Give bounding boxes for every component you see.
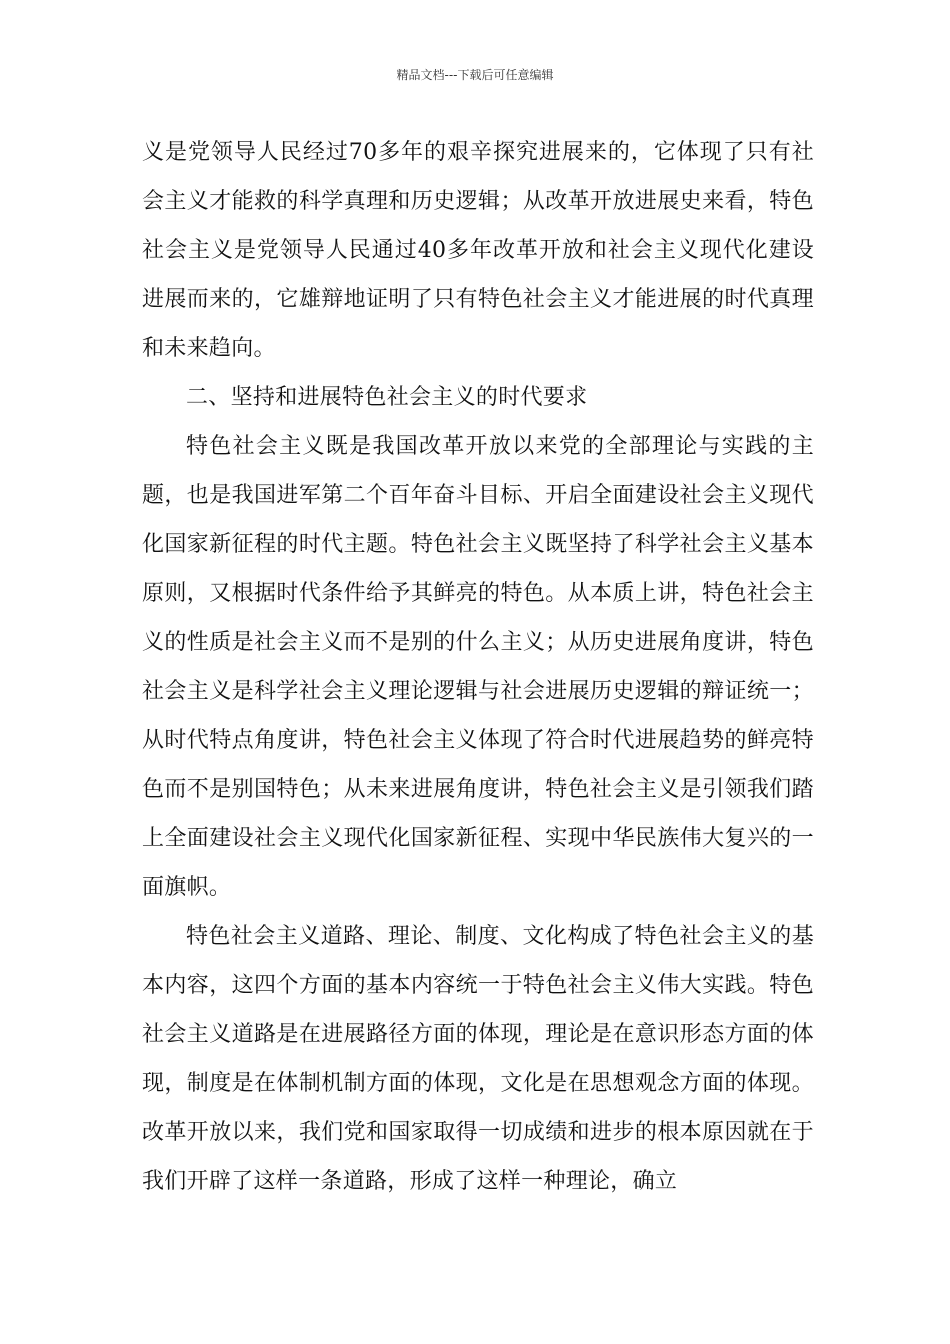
page-header: 精品文档---下载后可任意编辑: [396, 68, 554, 82]
paragraph: 特色社会主义既是我国改革开放以来党的全部理论与实践的主题，也是我国进军第二个百年奋斗目标、开启全面建设社会主义现代化国家新征程的时代主题。特色社会主义既坚持了科学社会主义基本原则，又根据时代条件给予其鲜亮的特色。从本质上讲，特色社会主义的性质是社会主义而不是别的什么主义；从历史进展角度讲，特色社会主义是科学社会主义理论逻辑与社会进展历史逻辑的辩证统一；从时代特点角度讲，特色社会主义体现了符合时代进展趋势的鲜亮特色而不是别国特色；从未来进展角度讲，特色社会主义是引领我们踏上全面建设社会主义现代化国家新征程、实现中华民族伟大复兴的一面旗帜。: [142, 434, 814, 900]
paragraph: 特色社会主义道路、理论、制度、文化构成了特色社会主义的基本内容，这四个方面的基本内容统一于特色社会主义伟大实践。特色社会主义道路是在进展路径方面的体现，理论是在意识形态方面的体现，制度是在体制机制方面的体现，文化是在思想观念方面的体现。改革开放以来，我们党和国家取得一切成绩和进步的根本原因就在于我们开辟了这样一条道路，形成了这样一种理论，确立: [142, 924, 814, 1194]
document-body: [142, 128, 814, 1206]
section-heading: 二、坚持和进展特色社会主义的时代要求: [186, 385, 588, 410]
paragraph-continuation: 义是党领导人民经过70多年的艰辛探究进展来的，它体现了只有社会主义才能救的科学真理和历史逻辑；从改革开放进展史来看，特色社会主义是党领导人民通过40多年改革开放和社会主义现代化建设进展而来的，它雄辩地证明了只有特色社会主义才能进展的时代真理和未来趋向。: [142, 140, 814, 361]
